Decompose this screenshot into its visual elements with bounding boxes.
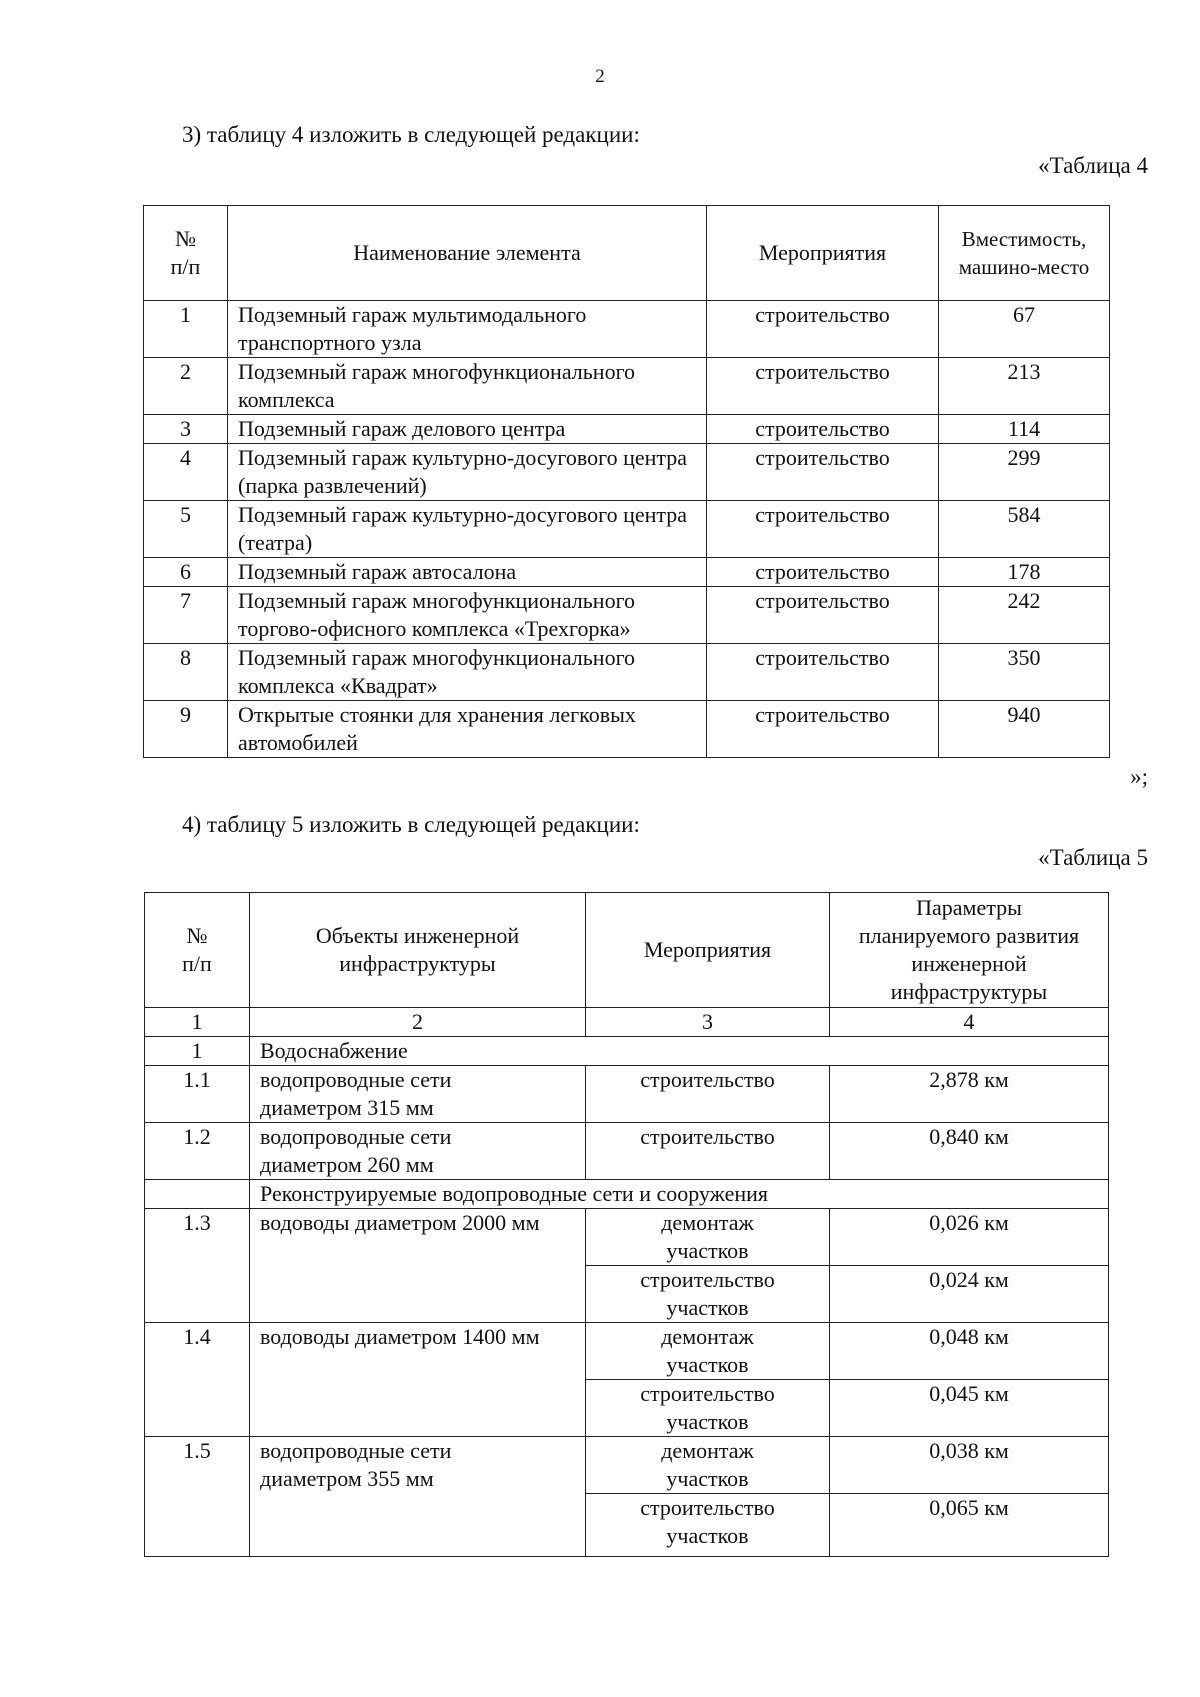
table4-header-num: № п/п: [144, 206, 228, 301]
row-activity: строительство: [586, 1123, 830, 1180]
table-row: [144, 358, 1110, 415]
table-row: [144, 444, 1110, 501]
row-object: водоводы диаметром 1400 мм: [250, 1323, 586, 1437]
row-number: 1.5: [145, 1437, 250, 1557]
page-number: 2: [595, 66, 605, 87]
group-row-water-supply: [145, 1037, 1109, 1066]
row-name: Подземный гараж культурно-досугового центра (парка развлечений): [228, 444, 707, 501]
row-activity: строительство: [707, 587, 939, 644]
row-number: 3: [144, 415, 228, 444]
row-capacity: 584: [939, 501, 1110, 558]
table-row: [144, 644, 1110, 701]
group-number: 1: [145, 1037, 250, 1066]
row-activity: строительство: [707, 358, 939, 415]
row-capacity: 114: [939, 415, 1110, 444]
row-activity: строительство: [586, 1066, 830, 1123]
row-capacity: 67: [939, 301, 1110, 358]
table5-caption: «Таблица 5: [1038, 845, 1148, 870]
row-activity: строительство: [707, 415, 939, 444]
table5-header-num: № п/п: [145, 893, 250, 1008]
table-row: [145, 1066, 1109, 1123]
row-number: 1.1: [145, 1066, 250, 1123]
row-activity: строительство: [707, 444, 939, 501]
row-number: 1.3: [145, 1209, 250, 1323]
row-number: 9: [144, 701, 228, 758]
row-capacity: 242: [939, 587, 1110, 644]
row-activity: демонтаж участков: [586, 1323, 830, 1380]
row-capacity: 940: [939, 701, 1110, 758]
subgroup-title: Реконструируемые водопроводные сети и сооружения: [250, 1180, 1109, 1209]
row-capacity: 299: [939, 444, 1110, 501]
row-value: 2,878 км: [830, 1066, 1109, 1123]
row-capacity: 178: [939, 558, 1110, 587]
row-number: 6: [144, 558, 228, 587]
row-number: 1: [144, 301, 228, 358]
table5-header-objects: Объекты инженерной инфраструктуры: [250, 893, 586, 1008]
row-number: 7: [144, 587, 228, 644]
row-activity: демонтаж участков: [586, 1209, 830, 1266]
row-value: 0,840 км: [830, 1123, 1109, 1180]
table-row: [144, 701, 1110, 758]
table4-header-row: [144, 206, 1110, 301]
table4-header-capacity: Вместимость, машино-место: [939, 206, 1110, 301]
row-capacity: 350: [939, 644, 1110, 701]
table5: [144, 892, 1109, 1557]
row-object: водопроводные сети диаметром 260 мм: [250, 1123, 586, 1180]
table4-closing-quote: »;: [1130, 764, 1148, 789]
table-row: [145, 1437, 1109, 1494]
table4-header-activity: Мероприятия: [707, 206, 939, 301]
row-name: Подземный гараж мультимодального транспортного узла: [228, 301, 707, 358]
row-value: 0,024 км: [830, 1266, 1109, 1323]
row-object: водоводы диаметром 2000 мм: [250, 1209, 586, 1323]
table5-column-numbers: [145, 1008, 1109, 1037]
row-activity: строительство: [707, 644, 939, 701]
row-number: 1.4: [145, 1323, 250, 1437]
table5-header-activity: Мероприятия: [586, 893, 830, 1008]
column-number: 1: [145, 1008, 250, 1037]
table-row: [144, 415, 1110, 444]
row-object: водопроводные сети диаметром 355 мм: [250, 1437, 586, 1557]
row-activity: строительство участков: [586, 1266, 830, 1323]
row-activity: строительство: [707, 701, 939, 758]
row-name: Подземный гараж делового центра: [228, 415, 707, 444]
subgroup-row: [145, 1180, 1109, 1209]
row-value: 0,048 км: [830, 1323, 1109, 1380]
row-activity: строительство: [707, 558, 939, 587]
row-number: 8: [144, 644, 228, 701]
row-name: Подземный гараж автосалона: [228, 558, 707, 587]
table-row: [144, 558, 1110, 587]
row-number: 1.2: [145, 1123, 250, 1180]
row-activity: демонтаж участков: [586, 1437, 830, 1494]
table4: [143, 205, 1110, 758]
group-title: Водоснабжение: [250, 1037, 1109, 1066]
row-value: 0,045 км: [830, 1380, 1109, 1437]
row-value: 0,038 км: [830, 1437, 1109, 1494]
row-number: 5: [144, 501, 228, 558]
row-activity: строительство участков: [586, 1494, 830, 1557]
row-value: 0,065 км: [830, 1494, 1109, 1557]
row-number: 4: [144, 444, 228, 501]
table-row: [144, 301, 1110, 358]
row-activity: строительство: [707, 501, 939, 558]
row-name: Подземный гараж многофункционального комплекса «Квадрат»: [228, 644, 707, 701]
row-name: Подземный гараж многофункционального торгово-офисного комплекса «Трехгорка»: [228, 587, 707, 644]
table-row: [144, 501, 1110, 558]
empty-cell: [145, 1180, 250, 1209]
row-activity: строительство участков: [586, 1380, 830, 1437]
table-row: [144, 587, 1110, 644]
row-number: 2: [144, 358, 228, 415]
table-row: [145, 1323, 1109, 1380]
column-number: 3: [586, 1008, 830, 1037]
row-capacity: 213: [939, 358, 1110, 415]
table4-caption: «Таблица 4: [1038, 153, 1148, 178]
table-row: [145, 1123, 1109, 1180]
row-value: 0,026 км: [830, 1209, 1109, 1266]
table5-header-params: Параметры планируемого развития инженерной инфраструктуры: [830, 893, 1109, 1008]
row-object: водопроводные сети диаметром 315 мм: [250, 1066, 586, 1123]
column-number: 4: [830, 1008, 1109, 1037]
table-row: [145, 1209, 1109, 1266]
column-number: 2: [250, 1008, 586, 1037]
section4-intro: 4) таблицу 5 изложить в следующей редакции:: [182, 812, 640, 837]
row-name: Подземный гараж культурно-досугового центра (театра): [228, 501, 707, 558]
row-name: Подземный гараж многофункционального комплекса: [228, 358, 707, 415]
table4-header-name: Наименование элемента: [228, 206, 707, 301]
section3-intro: 3) таблицу 4 изложить в следующей редакции:: [182, 122, 640, 147]
table5-header-row: [145, 893, 1109, 1008]
row-name: Открытые стоянки для хранения легковых автомобилей: [228, 701, 707, 758]
row-activity: строительство: [707, 301, 939, 358]
